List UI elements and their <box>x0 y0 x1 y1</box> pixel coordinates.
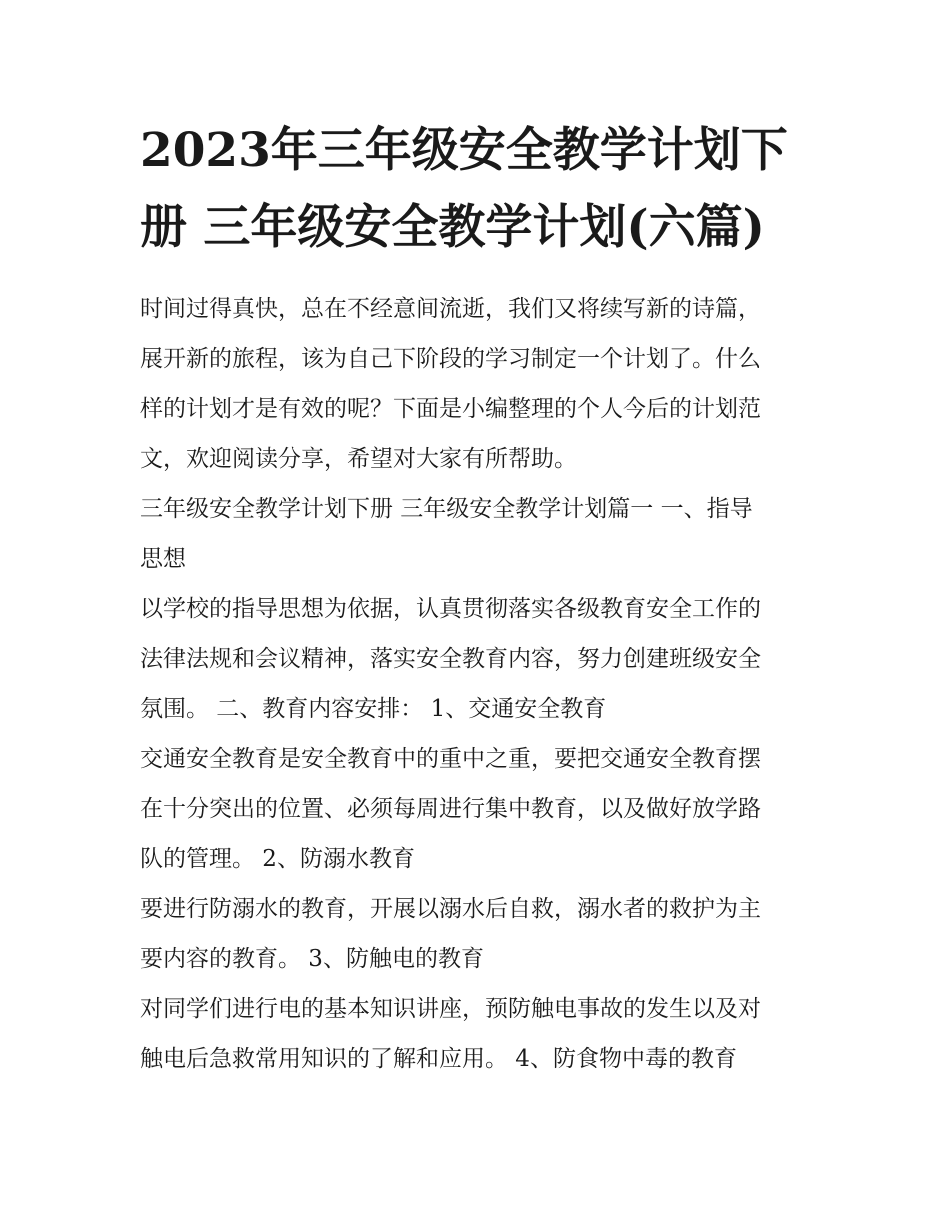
text-line: 三年级安全教学计划下册 三年级安全教学计划篇一 一、指导 <box>140 496 753 522</box>
text-line: 队的管理。 2、防溺水教育 <box>140 846 415 872</box>
text-line: 以学校的指导思想为依据，认真贯彻落实各级教育安全工作的 <box>140 596 761 622</box>
text-line: 思想 <box>140 546 186 572</box>
text-line: 法律法规和会议精神，落实安全教育内容，努力创建班级安全 <box>140 646 761 672</box>
text-line: 文，欢迎阅读分享，希望对大家有所帮助。 <box>140 446 577 472</box>
section-heading-paragraph <box>140 484 820 584</box>
title-line: 册 三年级安全教学计划(六篇) <box>140 200 765 255</box>
text-line: 对同学们进行电的基本知识讲座，预防触电事故的发生以及对 <box>140 996 761 1022</box>
document-body <box>140 112 820 1084</box>
text-line: 要进行防溺水的教育，开展以溺水后自救，溺水者的救护为主 <box>140 896 761 922</box>
text-line: 氛围。 二、教育内容安排： 1、交通安全教育 <box>140 696 607 722</box>
title-line: 2023年三年级安全教学计划下 <box>140 123 788 178</box>
text-line: 样的计划才是有效的呢？下面是小编整理的个人今后的计划范 <box>140 396 761 422</box>
traffic-safety-paragraph <box>140 734 820 884</box>
text-line: 要内容的教育。 3、防触电的教育 <box>140 946 484 972</box>
intro-paragraph <box>140 284 820 484</box>
electric-shock-paragraph <box>140 984 820 1084</box>
text-line: 触电后急救常用知识的了解和应用。 4、防食物中毒的教育 <box>140 1046 737 1072</box>
text-line: 时间过得真快，总在不经意间流逝，我们又将续写新的诗篇， <box>140 296 761 322</box>
text-line: 展开新的旅程，该为自己下阶段的学习制定一个计划了。什么 <box>140 346 761 372</box>
document-title <box>140 112 820 266</box>
drowning-prevention-paragraph <box>140 884 820 984</box>
text-line: 在十分突出的位置、必须每周进行集中教育，以及做好放学路 <box>140 796 761 822</box>
guiding-thought-paragraph <box>140 584 820 734</box>
text-line: 交通安全教育是安全教育中的重中之重，要把交通安全教育摆 <box>140 746 761 772</box>
